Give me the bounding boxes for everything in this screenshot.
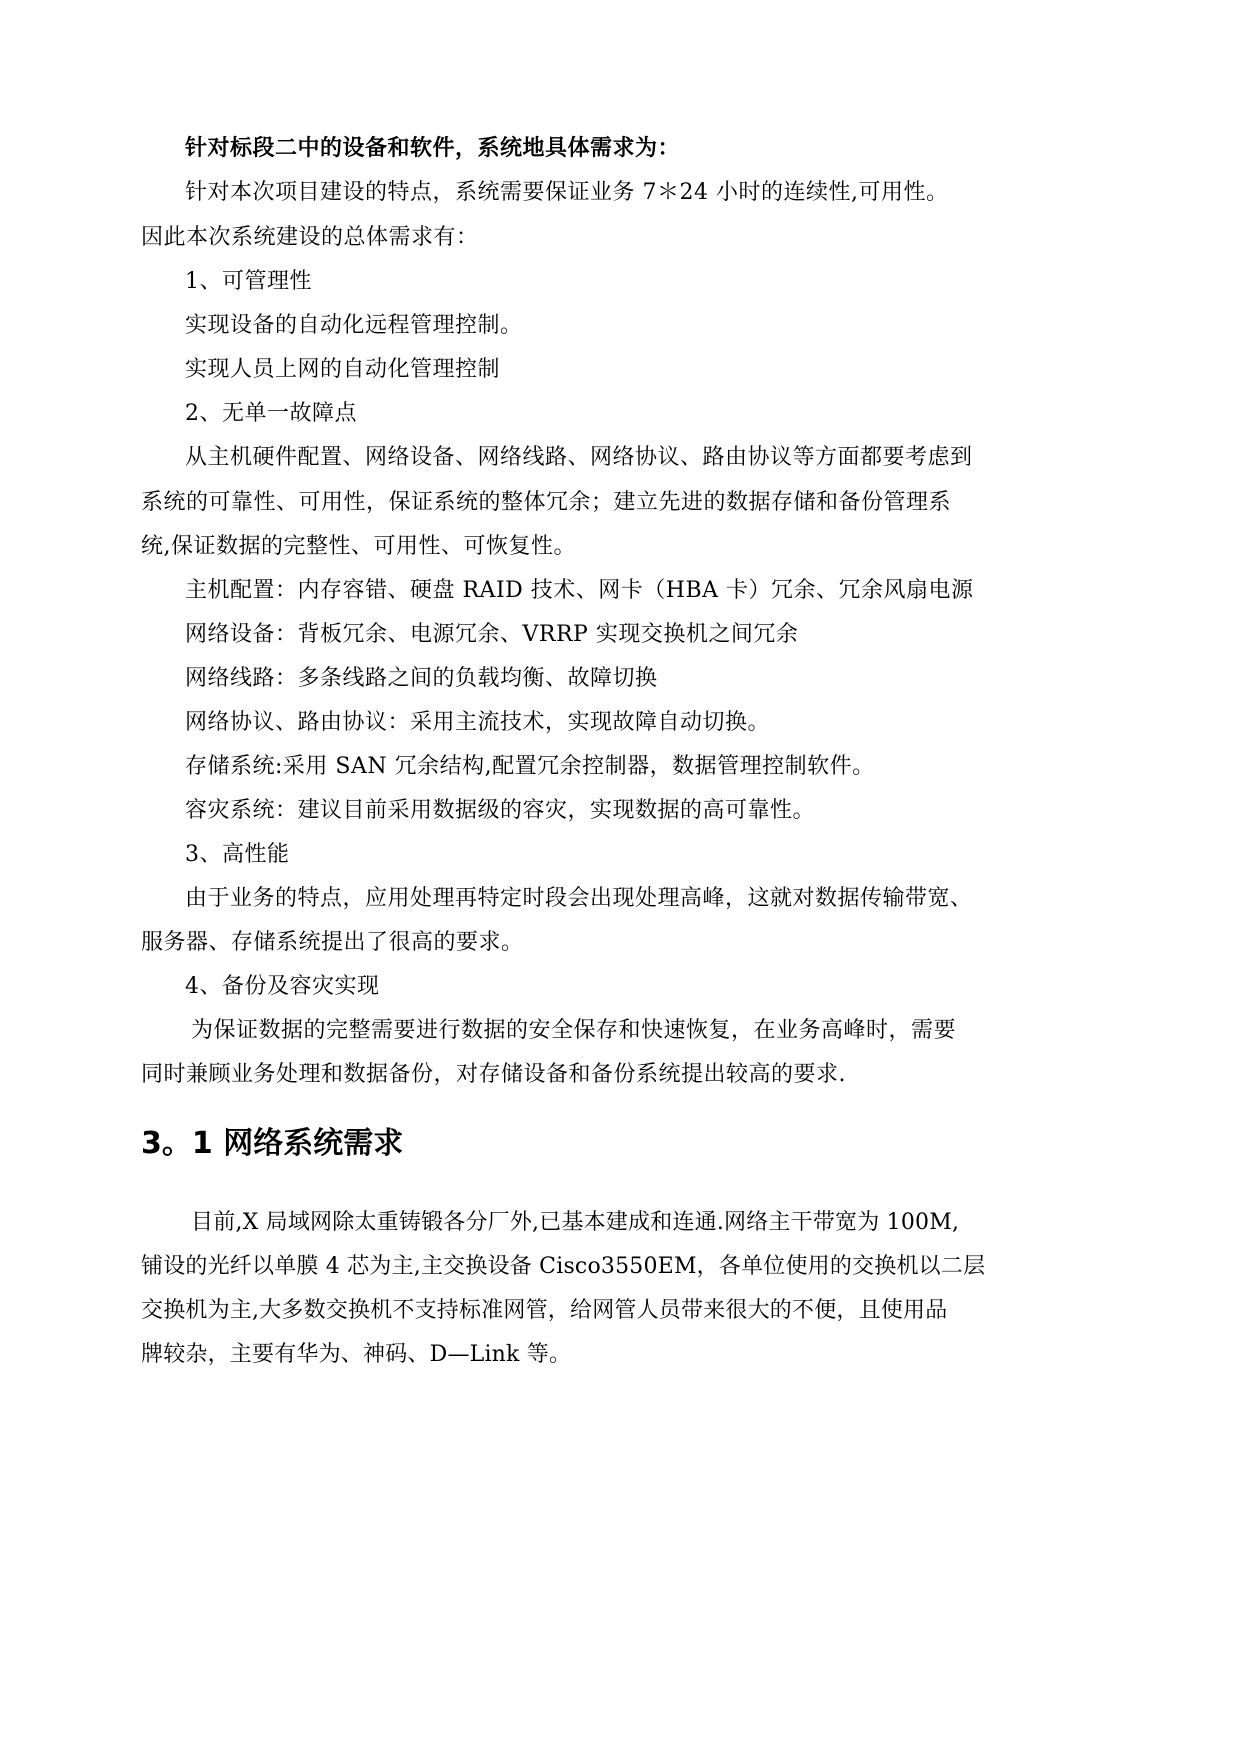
item-line: 为保证数据的完整需要进行数据的安全保存和快速恢复，在业务高峰时，需要 <box>191 1018 957 1043</box>
item-line: 网络设备：背板冗余、电源冗余、VRRP 实现交换机之间冗余 <box>185 622 799 647</box>
item-title: 4、备份及容灾实现 <box>185 974 380 999</box>
network-line: 牌较杂，主要有华为、神码、D—Link 等。 <box>141 1342 572 1367</box>
item-title: 3、高性能 <box>185 842 290 867</box>
item-line: 服务器、存储系统提出了很高的要求。 <box>141 930 524 955</box>
item-line: 主机配置：内存容错、硬盘 RAID 技术、网卡（HBA 卡）冗余、冗余风扇电源 <box>185 578 974 603</box>
item-line: 系统的可靠性、可用性，保证系统的整体冗余；建立先进的数据存储和备份管理系 <box>141 490 952 515</box>
network-line: 铺设的光纤以单膜 4 芯为主,主交换设备 Cisco3550EM，各单位使用的交换机以二层 <box>141 1254 986 1279</box>
network-line: 目前,X 局域网除太重铸锻各分厂外,已基本建成和连通.网络主干带宽为 100M, <box>191 1210 960 1235</box>
item-line: 实现设备的自动化远程管理控制。 <box>185 313 523 338</box>
item-title: 1、可管理性 <box>185 269 312 294</box>
item-line: 实现人员上网的自动化管理控制 <box>185 357 501 382</box>
item-line: 网络线路：多条线路之间的负载均衡、故障切换 <box>185 666 658 691</box>
item-line: 由于业务的特点，应用处理再特定时段会出现处理高峰，这就对数据传输带宽、 <box>185 886 973 911</box>
item-line: 存储系统:采用 SAN 冗余结构,配置冗余控制器，数据管理控制软件。 <box>185 754 875 779</box>
item-line: 从主机硬件配置、网络设备、网络线路、网络协议、路由协议等方面都要考虑到 <box>185 445 973 470</box>
item-line: 统,保证数据的完整性、可用性、可恢复性。 <box>141 534 576 559</box>
item-line: 同时兼顾业务处理和数据备份，对存储设备和备份系统提出较高的要求. <box>141 1062 846 1087</box>
intro-line: 因此本次系统建设的总体需求有： <box>141 225 479 250</box>
item-line: 网络协议、路由协议：采用主流技术，实现故障自动切换。 <box>185 710 771 735</box>
item-line: 容灾系统：建议目前采用数据级的容灾，实现数据的高可靠性。 <box>185 798 816 823</box>
section-intro-title: 针对标段二中的设备和软件，系统地具体需求为： <box>185 136 681 161</box>
section-heading: 3。1 网络系统需求 <box>141 1126 404 1161</box>
network-line: 交换机为主,大多数交换机不支持标准网管，给网管人员带来很大的不便，且使用品 <box>141 1298 948 1323</box>
item-title: 2、无单一故障点 <box>185 401 357 426</box>
intro-line: 针对本次项目建设的特点，系统需要保证业务 7＊24 小时的连续性,可用性。 <box>185 180 949 205</box>
